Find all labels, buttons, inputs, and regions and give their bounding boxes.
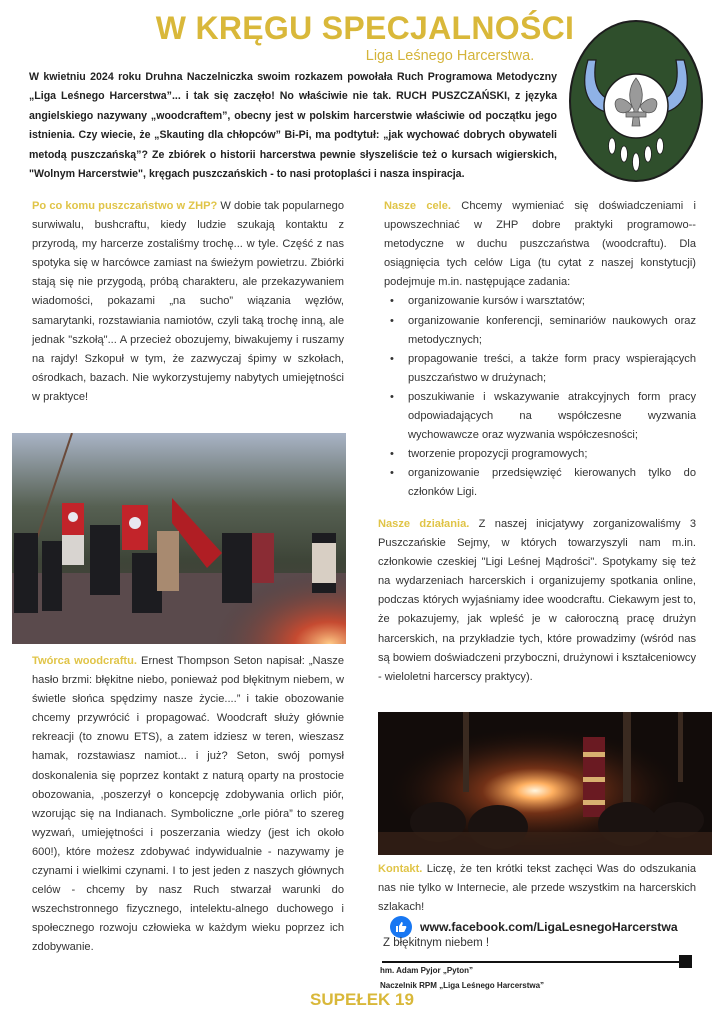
campfire-photo-image — [378, 712, 712, 855]
ceremony-photo-image — [12, 433, 346, 644]
section-tworca — [32, 652, 344, 958]
author-role: Naczelnik RPM „Liga Leśnego Harcerstwa” — [380, 981, 545, 990]
section-body: Liczę, że ten krótki tekst zachęci Was do odszukania nas nie tylko w Internecie, ale przede wszystkim na harcerskich szlakach! — [378, 863, 696, 914]
section-kontakt — [378, 860, 696, 917]
facebook-link[interactable]: www.facebook.com/LigaLesnegoHarcerstwa — [420, 920, 678, 934]
list-item: • organizowanie konferencji, seminariów naukowych oraz metodycznych; — [404, 312, 696, 350]
section-heading: Po co komu puszczaństwo w ZHP? — [32, 200, 218, 212]
publication-footer: SUPEŁEK 19 — [310, 990, 414, 1009]
list-item: • organizowanie przedsięwzięć kierowanych tylko do członków Ligi. — [404, 464, 696, 502]
page-title: W KRĘGU SPECJALNOŚCI — [155, 10, 575, 46]
section-body: Ernest Thompson Seton napisał: „Nasze hasło brzmi: błękitne niebo, ponieważ pod błękitnym niebem, w świetle słońca spędzimy nasze życie....” i takie obozowanie chcemy przywrócić i propagować. Woodcraft służy głównie rekreacji (to znowu ETS), a zatem idziesz w teren, wieszasz hamak, rozstawiasz namiot... i już? Seton, swój pomysł doskonalenia się poprzez kontakt z naturą oparty na prostocie obozowania, ,poszerzył o koncepcję zdobywania orlich piór, wzorując się na Indianach. Symboliczne „orle pióra” to szereg wyzwań, umiejętności i poszerzania wiedzy (jest ich około 600!), które możesz zdobywać indywidualnie - nazywamy je czynami i wielkimi czynami. I to jest jeden z naszych głównych celów - chcemy by nasz Ruch stwarzał warunki do wszechstronnego fizycznego, intelektu-alnego duchowego i społecznego rozwoju człowieka w każdym wieku poprzez ich zdobywanie. — [32, 655, 344, 954]
fleur-de-lis-emblem-icon — [566, 18, 706, 184]
list-item: • organizowanie kursów i warsztatów; — [404, 292, 696, 311]
ceremony-photo — [12, 433, 346, 644]
facebook-like-icon — [390, 916, 412, 938]
list-item: • poszukiwanie i wskazywanie atrakcyjnych form pracy odpowiadających na współczesne wyzwania wychowawcze oraz wyzwania współczesności; — [404, 388, 696, 445]
liga-logo — [566, 18, 706, 184]
author-name: hm. Adam Pyjor „Pyton” — [380, 966, 474, 975]
intro-paragraph: W kwietniu 2024 roku Druhna Naczelniczka swoim rozkazem powołała Ruch Programowa Metodyczny „Liga Leśnego Harcerstwa”... i tak się zaczęło! No właściwie nie tak. RUCH PUSZCZAŃSKI, z języka angielskiego nazywany „woodcraftem”, obecny jest w polskim harcerstwie właściwie od początku jego istnienia. Czy wiecie, że „Skauting dla chłopców” Bi-Pi, ma podtytuł: „jak wychować dobrych obywateli metodą puszczańską”? Ze zbiórek o historii harcerstwa pewnie słyszeliście też o kursach wigierskich, "Wolnym Harcerstwie", kręgach puszczańskich - to nasi protoplaści i nasza inspiracja. — [29, 71, 557, 181]
section-heading: Nasze cele. — [384, 200, 452, 212]
divider-end-square — [679, 955, 692, 968]
goals-list — [384, 292, 696, 502]
section-dzialania — [378, 515, 696, 687]
section-heading: Kontakt. — [378, 863, 423, 875]
facebook-link-row[interactable] — [390, 916, 678, 938]
section-body: Chcemy wymieniać się doświadczeniami i upowszechniać w ZHP dobre praktyki programowo--metodyczne w duchu puszczaństwa (woodcraftu). Dla osiągnięcia tych celów Liga (tu cytat z naszej konstytucji) podejmuje m.in. następujące zadania: — [384, 200, 696, 289]
section-po-co — [32, 197, 344, 407]
section-body: W dobie tak popularnego surwiwalu, bushcraftu, kiedy ludzie szukają kontaktu z przyrodą, my harcerze zostaliśmy trochę... w tyle. Część z nas spotyka się w harcówce zamiast na świeżym powietrzu. Zbiórki stają się nie przygodą, próbą charakteru, ale przekazywaniem wiadomości, pokazami „na sucho” wiązania węzłów, samarytanki, rozstawiania namiotów, czyli taką trochę inną, ale jednak "szkołą"... A przecież obozujemy, biwakujemy i ruszamy na rajdy! Szkopuł w tym, że zazwyczaj śpimy w szkołach, ośrodkach, bazach. Nie wykorzystujemy nabytych umiejętności w praktyce! — [32, 200, 344, 403]
page-subtitle: Liga Leśnego Harcerstwa. — [365, 48, 535, 64]
section-cele — [384, 197, 696, 503]
list-item: • tworzenie propozycji programowych; — [404, 445, 696, 464]
signoff-text: Z błękitnym niebem ! — [383, 937, 490, 949]
section-body: Z naszej inicjatywy zorganizowaliśmy 3 Puszczańskie Sejmy, w których towarzyszyli nam m.in. członkowie czeskiej "Ligi Leśnej Mądrości". Spotykamy się też na wydarzeniach harcerskich i organizujemy spotkania online, podczas których wyjaśniamy idee woodcraftu. Ciekawym jest to, że pokazujemy, jak wpleść je w całoroczną pracę drużyn harcerskich, na przykładzie tych, które prowadzimy (wśród nas są bowiem doświadczeni przyboczni, drużynowi i kształceniowcy - wieloletni harcerscy praktycy). — [378, 518, 696, 683]
signature-divider — [382, 961, 682, 963]
section-heading: Nasze działania. — [378, 518, 470, 530]
list-item: • propagowanie treści, a także form pracy wspierających puszczaństwo w drużynach; — [404, 350, 696, 388]
campfire-photo — [378, 712, 712, 855]
section-heading: Twórca woodcraftu. — [32, 655, 137, 667]
